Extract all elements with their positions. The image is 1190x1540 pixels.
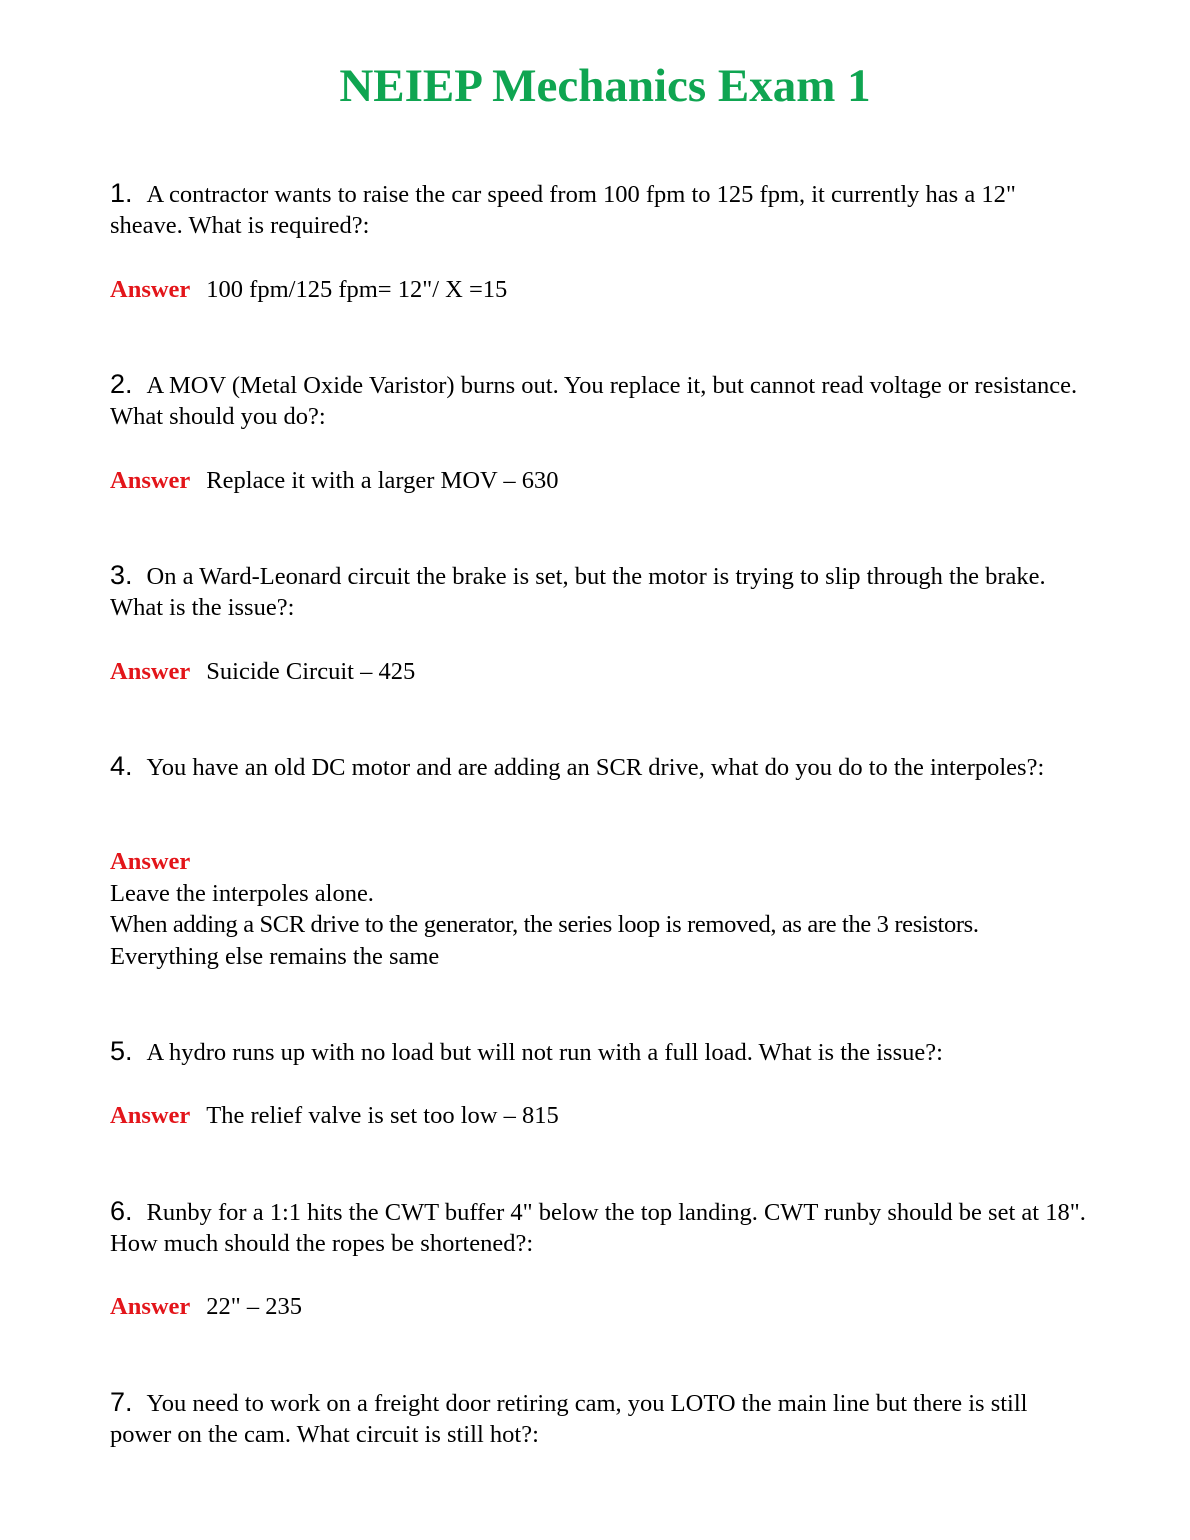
answer-text: Suicide Circuit – 425 [206,658,416,685]
answer-line: When adding a SCR drive to the generator, the series loop is removed, as are the 3 resistors. [110,911,979,938]
question-2 [110,369,1090,432]
answer-4 [110,846,1100,972]
question-text: On a Ward-Leonard circuit the brake is set, but the motor is trying to slip through the brake. What is the issue?: [110,563,1046,621]
question-4 [110,751,1090,783]
question-number: 2. [110,369,133,399]
answer-text: 22" – 235 [206,1293,303,1320]
answer-6 [110,1291,1100,1322]
question-number: 1. [110,178,133,208]
question-text: A contractor wants to raise the car speed from 100 fpm to 125 fpm, it currently has a 12" sheave. What is required?: [110,181,1016,239]
question-text: You need to work on a freight door retiring cam, you LOTO the main line but there is still power on the cam. What circuit is still hot?: [110,1390,1028,1448]
answer-1 [110,274,1100,305]
question-6 [110,1196,1090,1259]
answer-line: Leave the interpoles alone. [110,879,374,907]
answer-text: 100 fpm/125 fpm= 12"/ X =15 [206,276,508,303]
question-text: You have an old DC motor and are adding an SCR drive, what do you do to the interpoles?: [146,754,1045,781]
question-number: 6. [110,1196,133,1226]
answer-label: Answer [110,467,191,494]
question-number: 4. [110,751,133,781]
answer-5 [110,1100,1100,1131]
answer-line: Everything else remains the same [110,942,440,970]
answer-3 [110,656,1100,687]
answer-text: The relief valve is set too low – 815 [206,1102,559,1129]
question-text: A hydro runs up with no load but will not run with a full load. What is the issue?: [146,1039,943,1066]
page-title: NEIEP Mechanics Exam 1 [339,60,871,112]
question-3 [110,560,1090,623]
question-text: A MOV (Metal Oxide Varistor) burns out. You replace it, but cannot read voltage or resistance. What should you do?: [110,372,1078,430]
question-7 [110,1387,1090,1450]
answer-label: Answer [110,1293,191,1320]
question-number: 3. [110,560,133,590]
answer-label: Answer [110,658,191,685]
answer-label: Answer [110,276,191,303]
question-text: Runby for a 1:1 hits the CWT buffer 4" below the top landing. CWT runby should be set at 18". How much should the ropes be shortened?: [110,1199,1086,1257]
question-1 [110,178,1090,241]
answer-label: Answer [110,848,191,875]
answer-text: Replace it with a larger MOV – 630 [206,467,559,494]
question-number: 5. [110,1036,133,1066]
answer-2 [110,465,1100,496]
question-number: 7. [110,1387,133,1417]
answer-label: Answer [110,1102,191,1129]
question-5 [110,1036,1090,1068]
